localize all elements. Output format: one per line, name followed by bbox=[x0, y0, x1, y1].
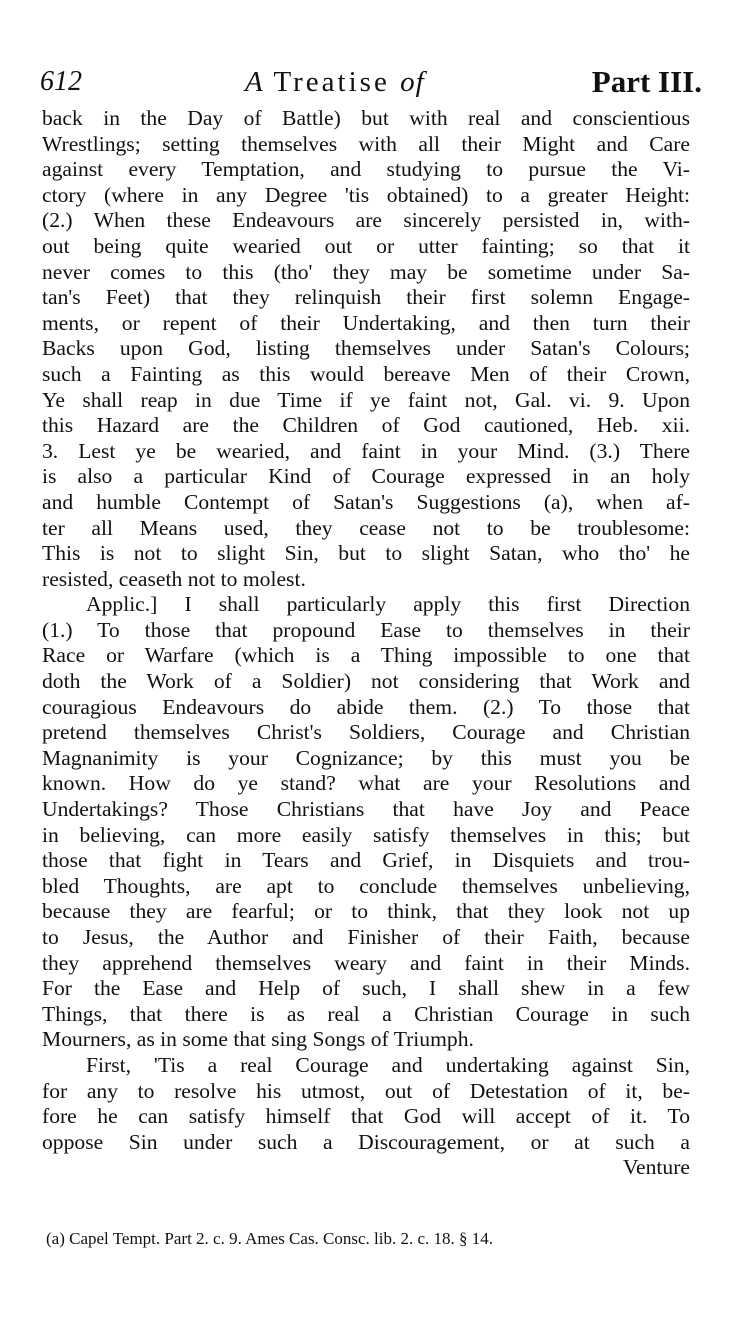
text-line: resisted, ceaseth not to molest. bbox=[42, 566, 306, 591]
text-line: First, 'Tis a real Courage and undertaking against Sin, bbox=[86, 1052, 690, 1077]
text-line: couragious Endeavours do abide them. (2.) To those that bbox=[42, 694, 690, 719]
text-line: known. How do ye stand? what are your Resolutions and bbox=[42, 771, 690, 796]
text-line: ments, or repent of their Undertaking, and then turn their bbox=[42, 310, 690, 335]
page-number: 612 bbox=[40, 66, 82, 97]
title-main: Treatise bbox=[273, 66, 390, 98]
text-line: against every Temptation, and studying to pursue the Vi- bbox=[42, 157, 690, 182]
text-line: This is not to slight Sin, but to slight Satan, who tho' he bbox=[42, 541, 690, 566]
text-line: such a Fainting as this would bereave Men of their Crown, bbox=[42, 361, 690, 386]
text-line: Undertakings? Those Christians that have Joy and Peace bbox=[42, 797, 690, 822]
running-header bbox=[40, 62, 702, 106]
text-line: doth the Work of a Soldier) not considering that Work and bbox=[42, 669, 690, 694]
text-line: Mourners, as in some that sing Songs of Triumph. bbox=[42, 1027, 474, 1052]
text-line: fore he can satisfy himself that God will accept of it. To bbox=[42, 1104, 690, 1129]
text-line: Things, that there is as real a Christian Courage in such bbox=[42, 1001, 690, 1026]
text-line: 3. Lest ye be wearied, and faint in your Mind. (3.) There bbox=[42, 438, 690, 463]
text-line: Race or Warfare (which is a Thing impossible to one that bbox=[42, 643, 690, 668]
text-line: Backs upon God, listing themselves under Satan's Colours; bbox=[42, 336, 690, 361]
text-line: to Jesus, the Author and Finisher of their Faith, because bbox=[42, 925, 690, 949]
text-line: (2.) When these Endeavours are sincerely persisted in, with- bbox=[42, 208, 690, 233]
catchword: Venture bbox=[622, 1155, 690, 1180]
text-line: Ye shall reap in due Time if ye faint not, Gal. vi. 9. Upon bbox=[42, 387, 690, 412]
body-text bbox=[42, 106, 690, 1181]
text-line: for any to resolve his utmost, out of Detestation of it, be- bbox=[42, 1078, 690, 1103]
text-line: pretend themselves Christ's Soldiers, Courage and Christian bbox=[42, 720, 690, 745]
title-lead: A bbox=[245, 66, 264, 98]
footnote: (a) Capel Tempt. Part 2. c. 9. Ames Cas. Consc. lib. 2. c. 18. § 14. bbox=[46, 1229, 494, 1248]
text-line: bled Thoughts, are apt to conclude themselves unbelieving, bbox=[42, 873, 690, 898]
part-label: Part III. bbox=[591, 64, 702, 99]
text-line: tan's Feet) that they relinquish their first solemn Engage- bbox=[42, 285, 690, 310]
text-line: oppose Sin under such a Discouragement, or at such a bbox=[42, 1129, 690, 1154]
text-line: ter all Means used, they cease not to be troublesome: bbox=[42, 515, 690, 540]
text-line: Wrestlings; setting themselves with all their Might and Care bbox=[42, 131, 690, 156]
title-of: of bbox=[400, 66, 425, 98]
text-line: is also a particular Kind of Courage expressed in an holy bbox=[42, 464, 690, 489]
text-line: ctory (where in any Degree 'tis obtained) to a greater Height: bbox=[42, 182, 690, 207]
text-line: this Hazard are the Children of God cautioned, Heb. xii. bbox=[42, 413, 690, 438]
text-line: those that fight in Tears and Grief, in Disquiets and trou- bbox=[42, 848, 690, 873]
text-line: they apprehend themselves weary and faint in their Minds. bbox=[42, 950, 690, 975]
text-line: back in the Day of Battle) but with real and conscientious bbox=[42, 106, 690, 130]
text-line: in believing, can more easily satisfy themselves in this; but bbox=[42, 822, 690, 847]
running-title bbox=[245, 66, 425, 99]
text-line: For the Ease and Help of such, I shall shew in a few bbox=[42, 976, 690, 1001]
text-line: because they are fearful; or to think, that they look not up bbox=[42, 899, 690, 924]
text-line: (1.) To those that propound Ease to themselves in their bbox=[42, 617, 690, 642]
text-line: and humble Contempt of Satan's Suggestions (a), when af- bbox=[42, 489, 690, 514]
text-line: Applic.] I shall particularly apply this first Direction bbox=[86, 592, 690, 617]
text-line: out being quite wearied out or utter fainting; so that it bbox=[42, 233, 690, 258]
text-line: never comes to this (tho' they may be sometime under Sa- bbox=[42, 259, 690, 284]
text-line: Magnanimity is your Cognizance; by this must you be bbox=[42, 745, 690, 770]
